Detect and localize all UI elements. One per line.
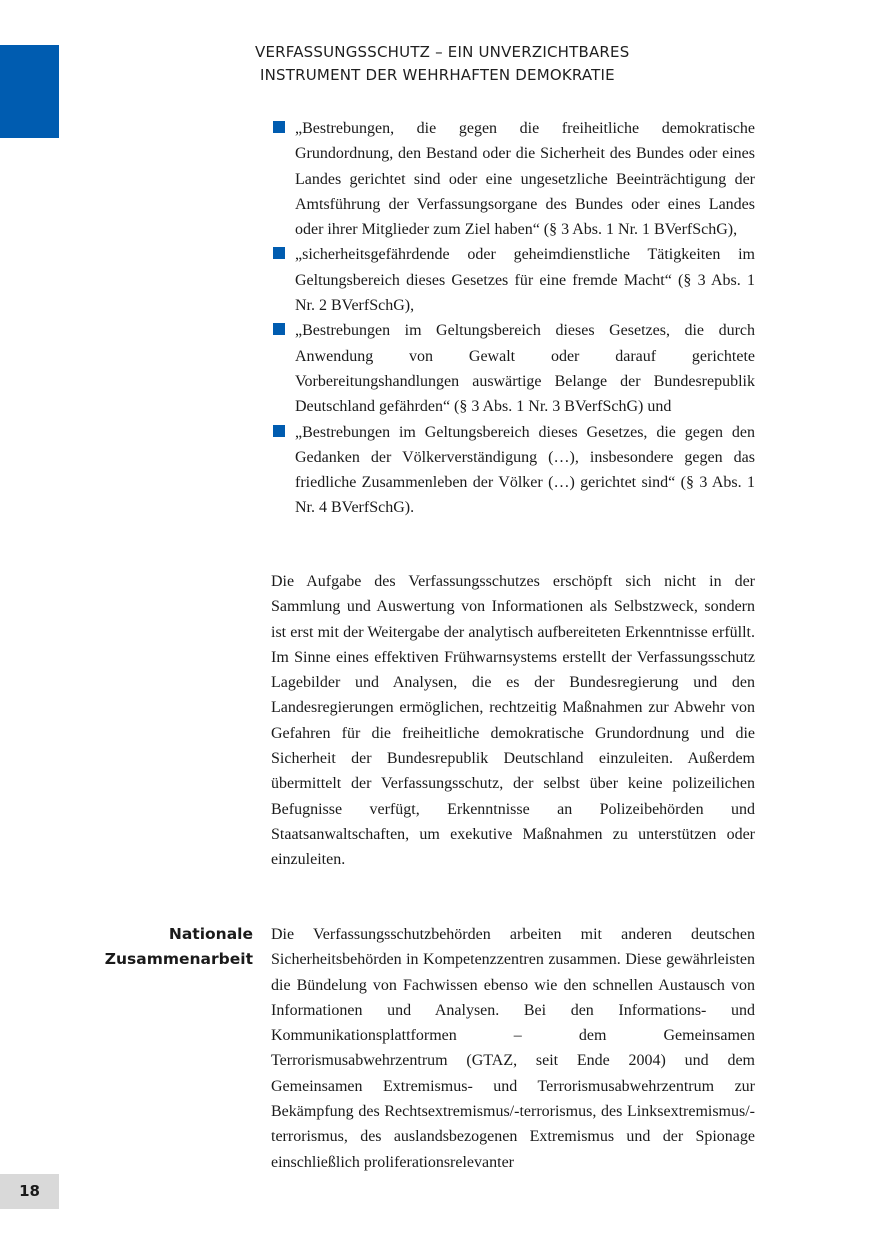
list-item [272, 116, 755, 242]
header-line-2: INSTRUMENT DER WEHRHAFTEN DEMOKRATIE [260, 66, 615, 84]
bullet-text: „Bestrebungen im Geltungsbereich dieses Gesetzes, die durch Anwendung von Gewalt oder darauf gerichtete Vorbereitungshandlungen auswärtige Belange der Bundesrepublik Deutschland gefährden“ (§ 3 Abs. 1 Nr. 3 BVerfSchG) und [295, 322, 755, 416]
running-header [255, 41, 635, 87]
bullet-text: „sicherheitsgefährdende oder geheimdienstliche Tätigkeiten im Geltungsbereich dieses Gesetzes für eine fremde Macht“ (§ 3 Abs. 1 Nr. 2 BVerfSchG), [295, 246, 755, 315]
chapter-color-tab [0, 45, 59, 138]
square-bullet-icon [273, 121, 285, 133]
side-heading [100, 922, 253, 973]
square-bullet-icon [273, 323, 285, 335]
square-bullet-icon [273, 247, 285, 259]
side-heading-line-1: Nationale [168, 925, 253, 943]
body-paragraph-1: Die Aufgabe des Verfassungsschutzes erschöpft sich nicht in der Sammlung und Auswertung von Informationen als Selbstzweck, sondern ist erst mit der Weitergabe der analytisch aufbereiteten Erkenntnisse erfüllt. Im Sinne eines effektiven Frühwarnsystems erstellt der Verfassungsschutz Lagebilder und Analysen, die es der Bundesregierung und den Landesregierungen ermöglichen, rechtzeitig Maßnahmen zur Abwehr von Gefahren für die freiheitliche demokratische Grundordnung und die Sicherheit der Bundesrepublik Deutschland einzuleiten. Außerdem übermittelt der Verfassungsschutz, der selbst über keine polizeilichen Befugnisse verfügt, Erkenntnisse an Polizeibehörden und Staatsanwaltschaften, um exekutive Maßnahmen zu unterstützen oder einzuleiten. [271, 573, 755, 869]
side-heading-line-2: Zusammenarbeit [104, 950, 253, 969]
square-bullet-icon [273, 425, 285, 437]
body-paragraph-2: Die Verfassungsschutzbehörden arbeiten mit anderen deutschen Sicherheitsbehörden in Kompetenzzentren zusammen. Diese gewährleisten die Bündelung von Fachwissen ebenso wie den schnellen Austausch von Informationen und Analysen. Bei den Informations- und Kommunikationsplattformen – dem Gemeinsamen Terrorismusabwehrzentrum (GTAZ, seit Ende 2004) und dem Gemeinsamen Extremismus- und Terrorismusabwehrzentrum zur Bekämpfung des Rechtsextremismus/-terrorismus, des Linksextremismus/-terrorismus, des auslandsbezogenen Extremismus und der Spionage einschließlich proliferationsrelevanter [271, 926, 755, 1171]
list-item [272, 318, 755, 419]
header-line-1: VERFASSUNGSSCHUTZ – EIN UNVERZICHTBARES [255, 43, 630, 61]
bullet-text: „Bestrebungen im Geltungsbereich dieses Gesetzes, die gegen den Gedanken der Völkerverständigung (…), insbesondere gegen das friedliche Zusammenleben der Völker (…) gerichtet sind“ (§ 3 Abs. 1 Nr. 4 BVerfSchG). [295, 423, 755, 517]
list-item [272, 242, 755, 318]
page-number: 18 [0, 1174, 59, 1209]
bullet-text: „Bestrebungen, die gegen die freiheitliche demokratische Grundordnung, den Bestand oder die Sicherheit des Bundes oder eines Landes gerichtet sind oder eine ungesetzliche Beeinträchtigung der Amtsführung der Verfassungsorgane des Bundes oder eines Landes oder ihrer Mitglieder zum Ziel haben“ (§ 3 Abs. 1 Nr. 1 BVerfSchG), [295, 120, 755, 239]
list-item [272, 420, 755, 521]
bullet-list [272, 116, 755, 521]
